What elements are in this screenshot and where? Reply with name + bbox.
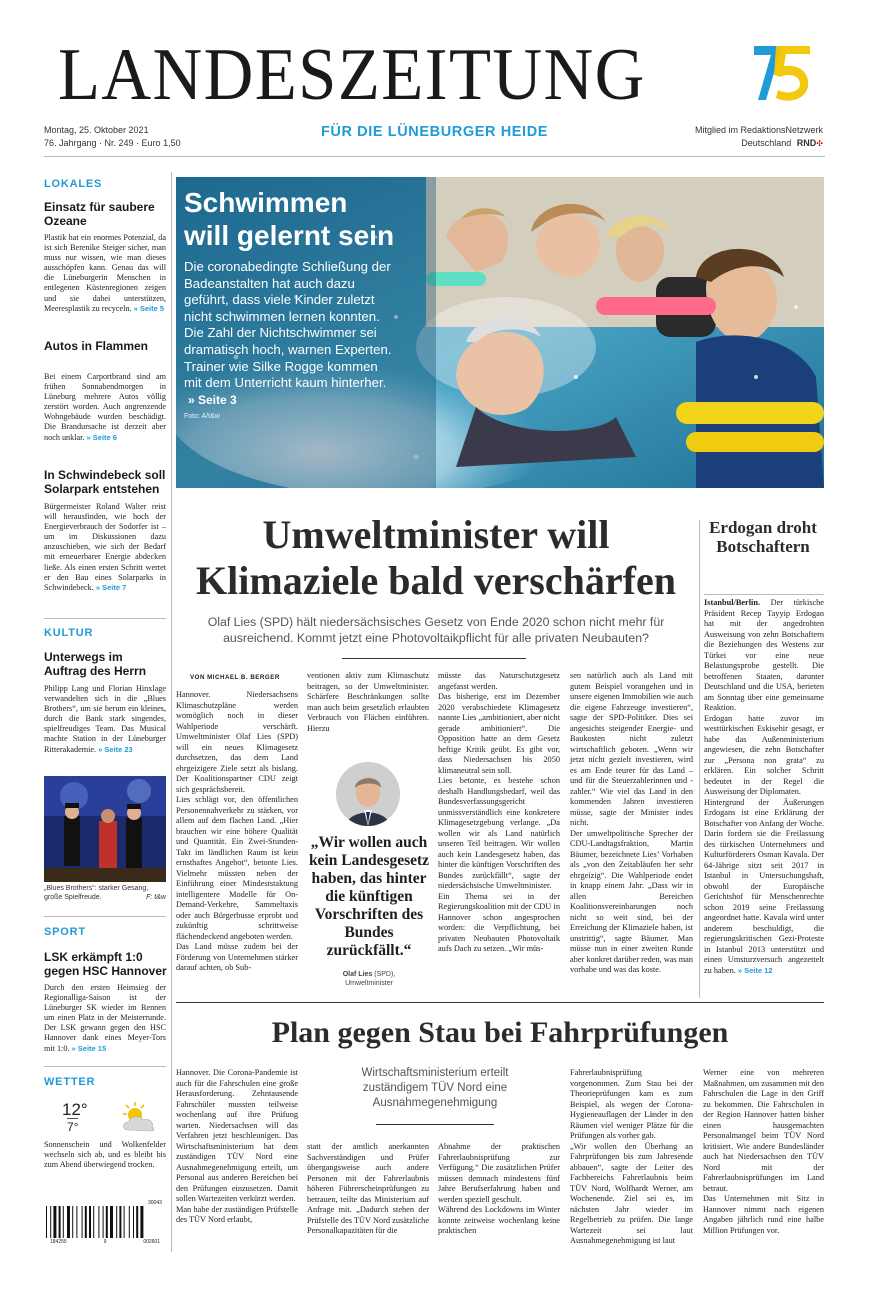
lokales-item-2-text: Bei einem Carportbrand sind am frühen Sonnabendmorgen in Lüneburg mehrere Autos völlig zerstört worden. Auch angrenzende Wohngebäude wurden beschädigt. Die Brandursache ist derzeit aber noch unklar. » Seite 6 — [44, 372, 166, 442]
second-column-4: Fahrerlaubnisprüfung vorgenommen. Zum Stau bei der Theorieprüfungen kam es zum Beispiel, als wegen der Corona-Hygieneauflagen der Länder in den Räumen viel weniger Plätze für die Prüfungen als vorher gab. „Wir wollen den Überhang an Fahrprüfungen bis zum Jahresende abbauen“, sagte der Leiter des Fachbereichs Fahrerlaubnis beim TÜV Nord, Wolfhardt Werner, am Wochenende. Ziel sei es, im nächsten Jahr wieder im Regelbetrieb zu prüfen. Die lange Wartezeit sei laut Ausnahmegenehmigung ist laut — [570, 1068, 693, 1245]
kultur-title[interactable]: Unterwegs im Auftrag des Herrn — [44, 650, 147, 678]
weather-temp-high: 12° — [62, 1100, 88, 1119]
anniversary-75-logo — [752, 42, 814, 104]
rnd-logo: RND — [796, 138, 817, 148]
second-deck-rule — [376, 1124, 494, 1125]
lokales-item-1-title[interactable]: Einsatz für saubere Ozeane — [44, 200, 155, 228]
erdogan-dateline: Istanbul/Berlin. — [704, 598, 761, 607]
second-column-5: Werner eine von mehreren Maßnahmen, um zusammen mit den Fahrschulen die Lage in den Griff zu bekommen. Die Fahrschulen in der Region Hannover hatten bisher einen hausgemachten Personalmangel beim TÜV Nord kritisiert. Wie andere Bundesländer auch hat Niedersachsen den TÜV Nord mit der Fahrerlaubnisprüfungen im Land betraut. Das Unternehmen mit Sitz in Hannover nimmt nach eigenen Angaben jährlich rund eine halbe Million Prüfungen vor. — [703, 1068, 824, 1235]
masthead-title: LANDESZEITUNG — [58, 34, 646, 116]
barcode — [44, 1206, 166, 1238]
sidebar-divider — [44, 618, 166, 619]
sport-title[interactable]: LSK erkämpft 1:0 gegen HSC Hannover — [44, 950, 167, 978]
blues-brothers-photo — [44, 776, 166, 882]
hero-title-line2: will gelernt sein — [184, 220, 395, 251]
lead-column-4: sen natürlich auch als Land mit gutem Beispiel vorangehen und in unsere eigenen Immobilien wie auch die eigene Fahrzeuge investieren“, sagte der SPD-Politiker. Dies sei angesichts steigender Energie- und Baukosten nicht zuletzt wirtschaftlich geboten. „Wenn wir jetzt nicht gezielt investieren, wird es am Ende teurer für das Land – und für die Steuerzahlerinnen und -zahler.“ Wie viel das Land in den kommenden Jahren investieren müsse, sagte der Minister indes nicht. Der umweltpolitische Sprecher der CDU-Landtagsfraktion, Martin Bäumer, bezeichnete Lies’ Vorhaben als „von den Zeitabläufen her sehr ehrgeizig“. Die Wahlperiode endet in knapp einem Jahr. „Dass wir in allen Bereichen Koalitionsvereinbarungen noch nicht so weit sind, bei der Erreichung der Klimaziele haben, ist unstrittig“, sagte Bäumer. Man müsse nun in einer zweiten Runde aber konkret darüber reden, was man vorhabe und was das koste. — [570, 671, 694, 974]
second-column-2: statt der amtlich anerkannten Sachverständigen und Prüfer übergangsweise auch andere Personen mit der Fahrerlaubnis höheren Führerscheinprüfungen zu betrauen, teilte das Ministerium auf Anfrage mit. „Dadurch stehen der Prüfstelle des TÜV Nord zusätzliche Personalkapazitäten für die — [307, 1142, 429, 1235]
kultur-photo-credit: F: t&w — [146, 894, 166, 901]
barcode-top-number: 30043 — [148, 1200, 162, 1206]
kultur-text: Philipp Lang und Florian Hinxlage verwandelten sich in die „Blues Brothers“, um sie herum ein kleines, durch die Bank stark singendes, spielfreudiges Team. Das Musical machte Station in der Lüneburger Ritterakademie. » Seite 23 — [44, 684, 166, 754]
section-rule — [176, 1002, 824, 1003]
issue-number: 76. Jahrgang · Nr. 249 · Euro 1,50 — [44, 138, 181, 148]
pull-quote-attribution: Olaf Lies (SPD), Umweltminister — [342, 971, 396, 987]
lokales-item-3-page-ref[interactable]: » Seite 7 — [95, 582, 127, 592]
lokales-item-3-title[interactable]: In Schwindebeck soll Solarpark entstehen — [44, 468, 166, 496]
pull-quote-name: Olaf Lies — [342, 971, 373, 978]
lokales-item-1-text: Plastik hat ein enormes Potenzial, da ist sich Berenike Steiger sicher, man muss nur wissen, wie man dieses ausschöpfen kann. Genau das will die Lüneburgerin Menschen in entlegenen Küstenregionen zeigen und sie dabei unterstützen, Meeresplastik zu recyceln. » Seite 5 — [44, 233, 166, 313]
erdogan-text: Istanbul/Berlin. Der türkische Präsident Recep Tayyip Erdogan hat mit der angedrohten Ausweisung von zehn Botschaftern die Beziehungen des Westens zur Türkei vor eine neue Belastungsprobe gestellt. Die betroffenen Staaten, darunter Deutschland und die USA, berieten am Sonntag über eine gemeinsame Reaktion. Erdogan hatte zuvor im westtürkischen Eskisehir gesagt, er habe das Außenministerium angewiesen, die zehn Botschafter zur „Persona non grata“ zu erklären. Ein solcher Schritt bedeutet in der Regel die Ausweisung der Diplomaten. Hintergrund der Äußerungen Erdogans ist eine Erklärung der Botschafter von Anfang der Woche. Darin fordern sie die Freilassung des türkischen Unternehmers und Kulturförderers Osman Kavala. Der 64-Jährige sitzt seit 2017 in Istanbul in Untersuchungshaft, obwohl der Europäische Gerichtshof für Menschenrechte schon 2019 seine Freilassung angeordnet hatte. Kavala wird unter anderem beschuldigt, die regierungskritischen Gezi-Proteste in Istanbul 2013 unterstützt und einen Umsturzversuch angezettelt zu haben. » Seite 12 — [704, 598, 824, 975]
sport-text: Durch den ersten Heimsieg der Regionalliga-Saison ist der Lüneburger SK wieder im Rennen um einen Platz in der Meisterrunde. Der LSK gewann gegen den HSC Hannover dank eines Meyer-Tors mit 1:0. » Seite 15 — [44, 983, 166, 1053]
sun-cloud-icon — [118, 1100, 158, 1134]
issue-date: Montag, 25. Oktober 2021 — [44, 125, 149, 135]
olaf-lies-portrait — [336, 762, 400, 826]
section-wetter-heading: WETTER — [44, 1076, 96, 1088]
kultur-page-ref[interactable]: » Seite 23 — [98, 744, 133, 754]
lokales-item-2-page-ref[interactable]: » Seite 6 — [86, 432, 117, 442]
barcode-numbers: 184255 9 002601 — [50, 1239, 160, 1245]
lokales-item-1-page-ref[interactable]: » Seite 5 — [133, 303, 165, 313]
lead-headline[interactable]: Umweltminister will Klimaziele bald verschärfen — [196, 512, 676, 603]
second-column-3: Abnahme der praktischen Fahrerlaubnisprüfung zur Verfügung.“ Die zusätzlichen Prüfer müssen demnach mindestens fünf Jahre Berufserfahrung haben und werden speziell geschult. Während des Lockdowns im Winter konnte zeitweise wochenlang keine praktischen — [438, 1142, 560, 1235]
network-country: Deutschland — [741, 138, 792, 148]
lead-deck: Olaf Lies (SPD) hält niedersächsisches Gesetz von Ende 2020 schon nicht mehr für ausreichend. Kommt jetzt eine Photovoltaikpflicht für alle privaten Neubauten? — [207, 615, 665, 645]
lead-byline: VON MICHAEL B. BERGER — [190, 674, 280, 681]
weather-temp-low: 7° — [67, 1120, 79, 1134]
hero-title-line1: Schwimmen — [184, 187, 348, 218]
network-line2: Deutschland RND✣ — [741, 138, 823, 148]
network-line1: Mitglied im RedaktionsNetzwerk — [694, 125, 823, 135]
sidebar-divider — [44, 916, 166, 917]
deck-rule — [342, 658, 526, 659]
section-kultur-heading: KULTUR — [44, 627, 94, 639]
hero-photo[interactable] — [176, 177, 824, 488]
lead-column-2: ventionen aktiv zum Klimaschutz beitragen, so der Umweltminister. Schärfere Beschränkungen sollte man auch beim gesetzlich erlaubten Verbrauch von Flächen einführen. Hierzu — [307, 671, 429, 733]
erdogan-rule — [704, 594, 824, 595]
lead-column-3: müsste das Naturschutzgesetz angefasst werden. Das bisherige, erst im Dezember 2020 verabschiedete Klimagesetz nannte Lies „ambitioniert, aber nicht gerade ambitioniert“. Die Opposition hatte an dem Gesetz heftige Kritik geübt. Es gibt vor, dass Niedersachsen bis 2050 klimaneutral sein soll. Lies betonte, es bestehe schon deshalb Handlungsbedarf, weil das Bundesverfassungsgericht unmissverständlich eine konkretere Klimagesetzgebung verlange. „Da wollen wir als Land natürlich unseren Teil beitragen. Wir wollen auch kein Landesgesetz haben, das hinter die künftigen Vorschriften des Bundes zurückfällt“, sagte der niedersächsische Umweltminister. Ein Thema sei in der Regierungskoalition mit der CDU in Hannover schon angesprochen worden: die Verpflichtung, bei privaten Neubauten Photovoltaik aufs Dach zu setzen. „Wir müs- — [438, 671, 560, 953]
erdogan-headline[interactable]: Erdogan droht Botschaftern — [709, 518, 817, 556]
lead-column-1: Hannover. Niedersachsens Klimaschutzpläne werden womöglich noch in dieser Wahlperiode verschärft. Umweltminister Olaf Lies (SPD) will ein neues Klimagesetz durchsetzen, das dem Land ehrgeizigere Ziele setzt als bislang. Der Koalitionspartner CDU zeigt sich gesprächsbereit. Lies schlägt vor, den öffentlichen Personennahverkehr zu stärken, vor allem auf dem flachen Land. „Hier brauchen wir eine höhere Qualität und Quantität. Ein Zwei-Stunden-Takt im ländlichen Raum ist kein ernsthaftes Angebot“, betonte Lies. Vielmehr müssten neben der Einführung einer Mindeststaktung intelligentere Modelle für On-Demand-Verkehre, Sammeltaxis oder auch Bürgerbusse erprobt und zukünftig schrittweise flächendeckend angeboten werden. Das Land müsse zudem bei der Förderung von Unternehmen stärker darauf achten, ob Sub- — [176, 690, 298, 972]
second-deck: Wirtschaftsministerium erteilt zuständigem TÜV Nord eine Ausnahmegenehmigung — [361, 1067, 509, 1109]
lokales-item-3-text: Bürgermeister Roland Walter reist will herausfinden, wie hoch der Energieverbrauch der Sodorfer ist – um im Diskussionen dazu anzuschieben, wie sich der Bedarf mit erneuerbarer Energie abdecken ließe. Als einen ersten Schritt wertet er den Bau eines Solarparks in Schwindebeck. » Seite 7 — [44, 502, 166, 592]
section-sport-heading: SPORT — [44, 926, 86, 938]
kultur-photo-caption: „Blues Brothers“: starker Gesang, große Spielfreude. F: t&w — [44, 885, 166, 901]
masthead-subtitle: FÜR DIE LÜNEBURGER HEIDE — [320, 124, 549, 140]
hero-text: Die coronabedingte Schließung der Badeanstalten hat auch dazu geführt, dass viele Kinder zuletzt nicht schwimmen lernen konnten. Die Zahl der Nichtschwimmer sei dramatisch hoch, warnen Experten. Trainer wie Silke Rogge kommen mit dem Unterricht kaum hinterher. » Seite 3 — [184, 259, 392, 407]
section-lokales-heading: LOKALES — [44, 178, 103, 190]
masthead-rule — [44, 156, 825, 157]
sport-page-ref[interactable]: » Seite 15 — [71, 1043, 107, 1053]
erdogan-page-ref[interactable]: » Seite 12 — [737, 965, 773, 975]
weather-text: Sonnenschein und Wolkenfelder wechseln sich ab, und es bleibt bis zum Abend überwiegend trocken. — [44, 1140, 166, 1170]
second-column-1: Hannover. Die Corona-Pandemie ist auch für die Fahrschulen eine große Herausforderung. Zehntausende Fahrschüler mussten teilweise wochenlang auf ihre Prüfung warten. Niedersachsen will das Verfahren jetzt beschleunigen. Das Wirtschaftsministerium hat dem zuständigen TÜV Nord eine Ausnahmegenehmigung erteilt, um Personal aus anderen Bereichen bei den Prüfungen einzusetzen. Damit sollen Wartezeiten verkürzt werden. Man habe der zuständigen Prüfstelle des TÜV Nord erlaubt, — [176, 1068, 298, 1224]
hero-photo-credit: Foto: A/t&w — [184, 413, 220, 420]
hero-page-ref[interactable]: » Seite 3 — [188, 392, 237, 407]
right-column-separator — [699, 520, 700, 998]
sidebar-divider — [44, 1066, 166, 1067]
second-headline[interactable]: Plan gegen Stau bei Fahrprüfungen — [271, 1016, 729, 1049]
lokales-item-2-title[interactable]: Autos in Flammen — [44, 339, 149, 353]
sidebar-separator — [171, 172, 172, 1252]
lead-pull-quote: „Wir wollen auch kein Landesgesetz haben, das hinter die künftigen Vorschriften des Bundes zurückfällt.“ — [308, 834, 430, 959]
